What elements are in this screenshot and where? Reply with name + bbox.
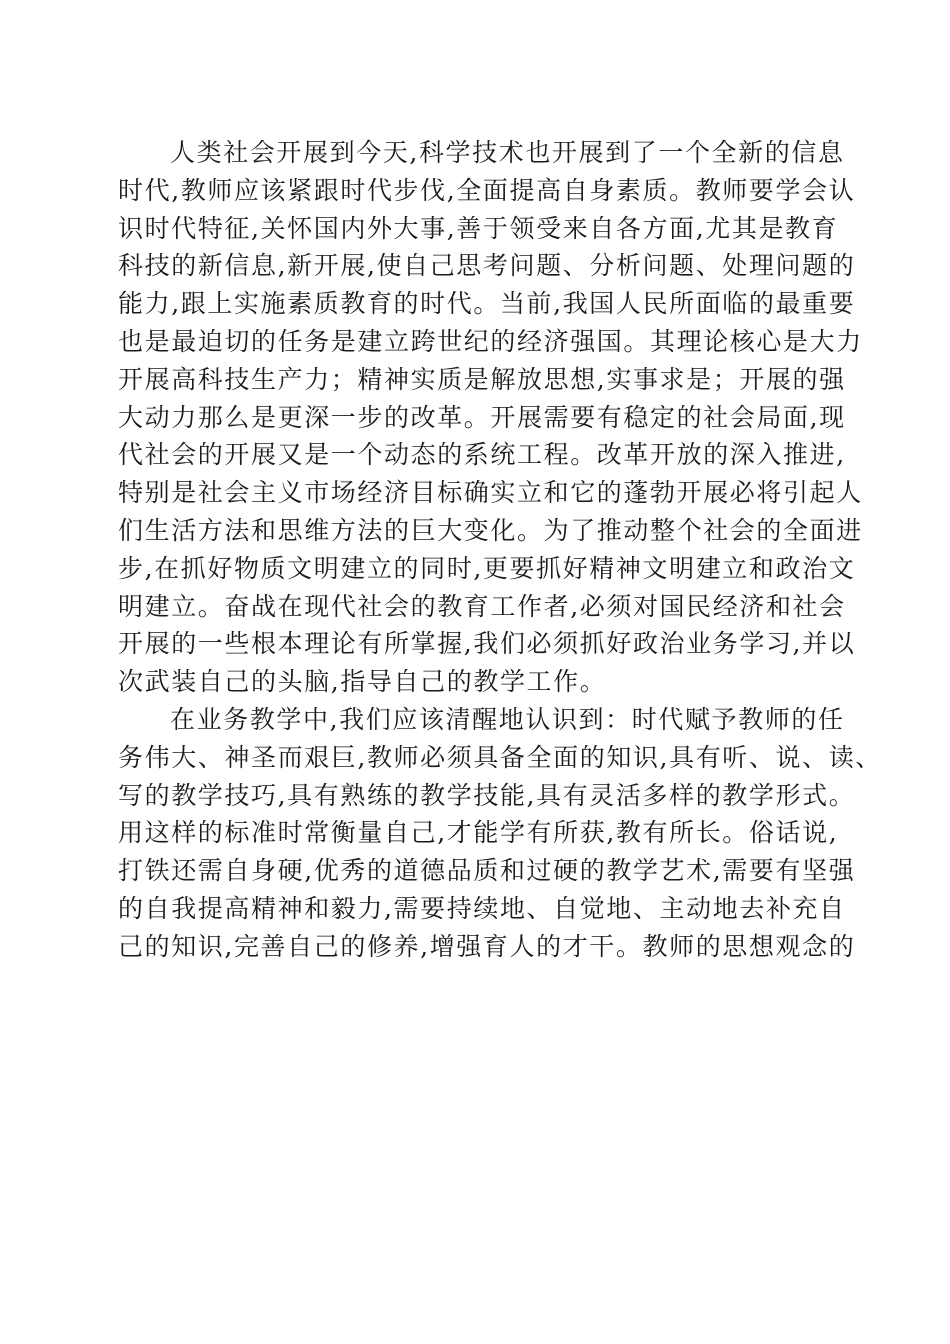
paragraph-line: 次武装自己的头脑,指导自己的教学工作。 [118, 667, 607, 697]
paragraph-line: 能力,跟上实施素质教育的时代。当前,我国人民所面临的最重要 [118, 289, 856, 319]
paragraph-line: 人类社会开展到今天,科学技术也开展到了一个全新的信息 [170, 138, 845, 167]
paragraph-line: 用这样的标准时常衡量自己,才能学有所获,教有所长。俗话说, [118, 818, 839, 848]
paragraph-2 [118, 701, 882, 966]
paragraph-line: 科技的新信息,新开展,使自己思考问题、分析问题、处理问题的 [118, 251, 856, 281]
paragraph-line: 时代,教师应该紧跟时代步伐,全面提高自身素质。教师要学会认 [118, 175, 856, 205]
paragraph-line: 开展的一些根本理论有所掌握,我们必须抓好政治业务学习,并以 [118, 629, 856, 659]
paragraph-line: 打铁还需自身硬,优秀的道德品质和过硬的教学艺术,需要有坚强 [118, 856, 856, 886]
paragraph-line: 步,在抓好物质文明建立的同时,更要抓好精神文明建立和政治文 [118, 553, 856, 583]
paragraph-line: 在业务教学中,我们应该清醒地认识到：时代赋予教师的任 [170, 704, 845, 734]
paragraph-line: 己的知识,完善自己的修养,增强育人的才干。教师的思想观念的 [118, 931, 856, 961]
paragraph-1 [118, 134, 863, 701]
paragraph-line: 务伟大、神圣而艰巨,教师必须具备全面的知识,具有听、说、读、 [118, 742, 882, 772]
paragraph-line: 写的教学技巧,具有熟练的教学技能,具有灵活多样的教学形式。 [118, 780, 856, 810]
paragraph-line: 明建立。奋战在现代社会的教育工作者,必须对国民经济和社会 [118, 591, 846, 621]
paragraph-line: 也是最迫切的任务是建立跨世纪的经济强国。其理论核心是大力 [118, 326, 863, 356]
paragraph-line: 们生活方法和思维方法的巨大变化。为了推动整个社会的全面进 [118, 515, 863, 545]
paragraph-line: 大动力那么是更深一步的改革。开展需要有稳定的社会局面,现 [118, 402, 846, 432]
paragraph-line: 特别是社会主义市场经济目标确实立和它的蓬勃开展必将引起人 [118, 478, 863, 508]
body-text [118, 134, 882, 966]
paragraph-line: 的自我提高精神和毅力,需要持续地、自觉地、主动地去补充自 [118, 893, 846, 923]
paragraph-line: 代社会的开展又是一个动态的系统工程。改革开放的深入推进, [118, 440, 846, 470]
paragraph-line: 开展高科技生产力；精神实质是解放思想,实事求是；开展的强 [118, 364, 846, 394]
paragraph-line: 识时代特征,关怀国内外大事,善于领受来自各方面,尤其是教育 [118, 213, 839, 243]
